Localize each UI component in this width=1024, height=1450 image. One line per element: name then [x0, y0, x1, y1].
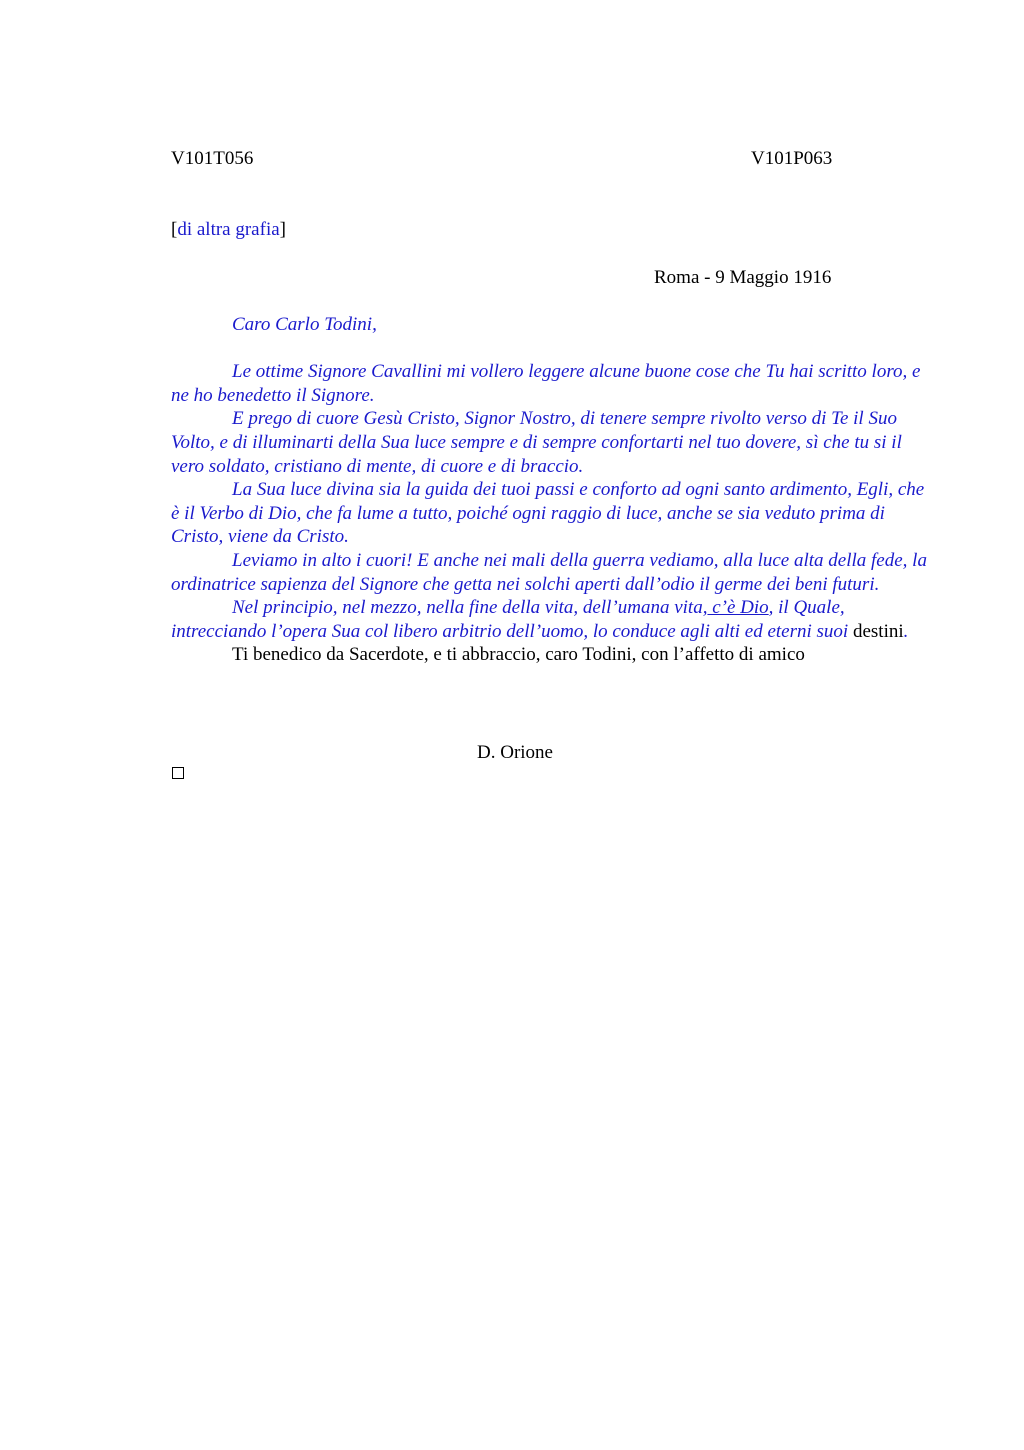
letter-paragraph-2: E prego di cuore Gesù Cristo, Signor Nostro, di tenere sempre rivolto verso di Te il Suo Volto, e di illuminarti della Sua luce sempre e di sempre confortarti nel tuo dovere, sì che tu si il vero soldato, cristiano di mente, di cuore e di braccio. — [171, 408, 902, 477]
editorial-note — [171, 218, 286, 242]
letter-body — [171, 313, 931, 667]
paragraph-5-start: Nel principio, nel mezzo, nella fine della vita, dell’umana vita, — [232, 597, 708, 619]
letter-closing: Ti benedico da Sacerdote, e ti abbraccio, caro Todini, con l’affetto di amico — [232, 644, 805, 666]
note-text: di altra grafia — [177, 219, 280, 240]
letter-date: Roma - 9 Maggio 1916 — [654, 267, 832, 288]
note-close-bracket: ] — [279, 219, 286, 240]
document-code-right: V101P063 — [751, 148, 833, 169]
underlined-phrase: c’è Dio — [707, 597, 769, 619]
letter-paragraph-5 — [171, 596, 931, 643]
paragraph-5-end-word: destini — [852, 620, 904, 642]
paragraph-5-end-dot: . — [903, 620, 909, 642]
letter-paragraph-3: La Sua luce divina sia la guida dei tuoi passi e conforto ad ogni santo ardimento, Egli, che è il Verbo di Dio, che fa lume a tutto, poiché ogni raggio di luce, anche se sia veduto prima di Cristo, viene da Cristo. — [171, 479, 925, 548]
signature: D. Orione — [477, 742, 553, 763]
document-code-left: V101T056 — [171, 148, 254, 169]
note-open-bracket: [ — [171, 219, 178, 240]
letter-paragraph-4: Leviamo in alto i cuori! E anche nei mali della guerra vediamo, alla luce alta della fede, la ordinatrice sapienza del Signore che getta nei solchi aperti dall’odio il germe dei beni futuri. — [171, 549, 927, 595]
empty-box-icon — [172, 767, 184, 779]
letter-greeting: Caro Carlo Todini, — [232, 314, 377, 335]
paragraph-5-middle: , il Quale, intrecciando l’opera Sua col libero arbitrio dell’uomo, lo conduce agli alti ed eterni suoi — [171, 597, 853, 642]
letter-paragraph-1: Le ottime Signore Cavallini mi vollero leggere alcune buone cose che Tu hai scritto loro, e ne ho benedetto il Signore. — [171, 361, 921, 406]
